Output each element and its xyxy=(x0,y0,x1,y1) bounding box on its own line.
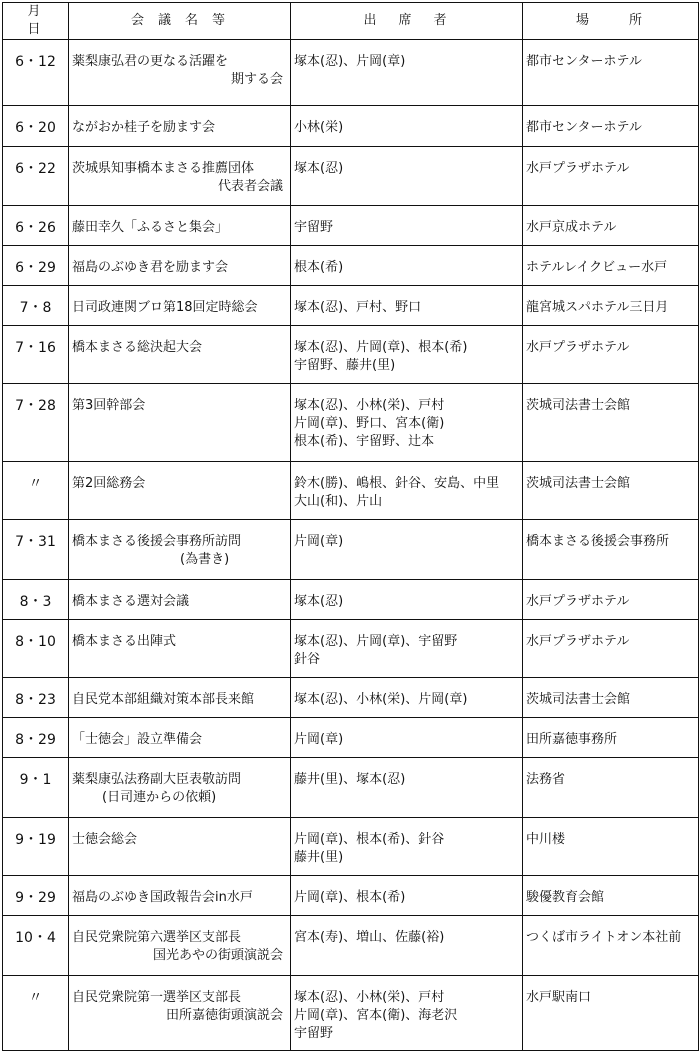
meeting-name-line: 「士徳会」設立準備会 xyxy=(72,732,203,747)
date-cell: 6・20 xyxy=(3,106,69,147)
attendees-line: 宇留野 xyxy=(294,220,334,235)
meeting-name-line: 橋本まさる総決起大会 xyxy=(72,340,203,355)
date-cell: 8・29 xyxy=(3,718,69,758)
meeting-cell xyxy=(69,40,291,106)
place-cell: 橋本まさる後援会事務所 xyxy=(523,520,699,580)
attendees-line: 宇留野、藤井(里) xyxy=(294,358,396,373)
attendees-cell xyxy=(291,106,523,147)
place-cell: 法務省 xyxy=(523,758,699,818)
attendees-cell xyxy=(291,718,523,758)
place-cell: 田所嘉徳事務所 xyxy=(523,718,699,758)
table-row xyxy=(3,462,699,520)
table-row xyxy=(3,876,699,916)
place-cell: 水戸プラザホテル xyxy=(523,326,699,384)
attendees-cell xyxy=(291,916,523,976)
attendees-line: 宇留野 xyxy=(294,1026,334,1041)
meeting-name-line: 自民党衆院第六選挙区支部長 xyxy=(72,930,242,945)
table-row xyxy=(3,678,699,718)
place-cell: 中川楼 xyxy=(523,818,699,876)
place-cell: 茨城司法書士会館 xyxy=(523,384,699,462)
attendees-line: 塚本(忍)、小林(栄)、戸村 xyxy=(294,990,445,1005)
date-cell: 10・4 xyxy=(3,916,69,976)
meeting-cell xyxy=(69,818,291,876)
place-cell: 都市センターホテル xyxy=(523,40,699,106)
meeting-name-line: 日司政連関ブロ第18回定時総会 xyxy=(72,300,258,315)
meeting-cell xyxy=(69,384,291,462)
meeting-cell xyxy=(69,106,291,147)
meeting-cell xyxy=(69,678,291,718)
attendees-line: 塚本(忍) xyxy=(294,594,344,609)
meeting-cell xyxy=(69,758,291,818)
date-cell: 7・31 xyxy=(3,520,69,580)
attendees-cell xyxy=(291,580,523,620)
date-cell: 6・22 xyxy=(3,147,69,206)
attendees-cell xyxy=(291,678,523,718)
column-header-place: 場所 xyxy=(523,3,699,40)
attendees-cell xyxy=(291,620,523,678)
meeting-name-line: 薬梨康弘君の更なる活躍を xyxy=(72,54,229,69)
attendees-line: 塚本(忍) xyxy=(294,161,344,176)
meeting-cell xyxy=(69,520,291,580)
attendees-line: 塚本(忍)、片岡(章)、宇留野 xyxy=(294,634,458,649)
attendees-line: 片岡(章)、野口、宮本(衛) xyxy=(294,416,445,431)
table-body xyxy=(3,40,699,1051)
table-row xyxy=(3,620,699,678)
meeting-name-line: 茨城県知事橋本まさる推薦団体 xyxy=(72,161,255,176)
place-cell: 都市センターホテル xyxy=(523,106,699,147)
meeting-cell xyxy=(69,916,291,976)
attendees-line: 根本(希) xyxy=(294,260,344,275)
attendees-cell xyxy=(291,876,523,916)
table-row xyxy=(3,326,699,384)
place-cell: 茨城司法書士会館 xyxy=(523,462,699,520)
place-cell: 水戸プラザホテル xyxy=(523,147,699,206)
attendees-line: 片岡(章)、根本(希)、針谷 xyxy=(294,832,445,847)
attendees-line: 宮本(寿)、増山、佐藤(裕) xyxy=(294,930,445,945)
attendees-line: 小林(栄) xyxy=(294,120,344,135)
place-cell: 茨城司法書士会館 xyxy=(523,678,699,718)
place-cell: 駿優教育会館 xyxy=(523,876,699,916)
meeting-name-line: (日司連からの依頼) xyxy=(102,790,217,805)
attendees-line: 藤井(里)、塚本(忍) xyxy=(294,772,406,787)
place-cell: 水戸プラザホテル xyxy=(523,580,699,620)
place-cell: 水戸京成ホテル xyxy=(523,206,699,246)
meeting-cell xyxy=(69,326,291,384)
attendees-line: 針谷 xyxy=(294,652,321,667)
table-row xyxy=(3,520,699,580)
meeting-cell xyxy=(69,147,291,206)
attendees-line: 大山(和)、片山 xyxy=(294,494,383,509)
date-cell: 7・28 xyxy=(3,384,69,462)
attendees-cell xyxy=(291,462,523,520)
attendees-line: 塚本(忍)、戸村、野口 xyxy=(294,300,422,315)
date-cell: 9・1 xyxy=(3,758,69,818)
meeting-name-line: 期する会 xyxy=(230,72,283,87)
attendees-cell xyxy=(291,40,523,106)
attendees-cell xyxy=(291,818,523,876)
meeting-name-line: 国光あやの街頭演説会 xyxy=(152,948,283,963)
table-row xyxy=(3,206,699,246)
meeting-cell xyxy=(69,620,291,678)
meeting-name-line: 自民党衆院第一選挙区支部長 xyxy=(72,990,242,1005)
table-row xyxy=(3,246,699,286)
meeting-name-line: ながおか桂子を励ます会 xyxy=(72,120,216,135)
date-cell: 6・29 xyxy=(3,246,69,286)
table-row xyxy=(3,718,699,758)
meeting-name-line: 薬梨康弘法務副大臣表敬訪問 xyxy=(72,772,242,787)
date-cell: 9・29 xyxy=(3,876,69,916)
attendees-line: 片岡(章)、根本(希) xyxy=(294,890,406,905)
meeting-name-line: 福島のぶゆき国政報告会in水戸 xyxy=(72,890,253,905)
attendees-cell xyxy=(291,384,523,462)
table-row xyxy=(3,147,699,206)
table-row xyxy=(3,384,699,462)
attendees-line: 片岡(章) xyxy=(294,732,344,747)
attendees-line: 塚本(忍)、小林(栄)、片岡(章) xyxy=(294,692,468,707)
attendees-cell xyxy=(291,206,523,246)
record-sheet xyxy=(2,2,698,1041)
date-cell: 8・10 xyxy=(3,620,69,678)
meeting-name-line: (為書き) xyxy=(180,552,230,567)
table-row xyxy=(3,106,699,147)
place-cell: 龍宮城スパホテル三日月 xyxy=(523,286,699,326)
meeting-cell xyxy=(69,206,291,246)
attendees-cell xyxy=(291,147,523,206)
date-cell: 〃 xyxy=(3,462,69,520)
meeting-cell xyxy=(69,462,291,520)
table-row xyxy=(3,286,699,326)
attendees-cell xyxy=(291,520,523,580)
meeting-name-line: 代表者会議 xyxy=(217,179,283,194)
attendees-line: 片岡(章)、宮本(衛)、海老沢 xyxy=(294,1008,458,1023)
meeting-name-line: 第3回幹部会 xyxy=(72,398,146,413)
attendees-cell xyxy=(291,246,523,286)
meeting-name-line: 橋本まさる選対会議 xyxy=(72,594,190,609)
attendees-line: 塚本(忍)、片岡(章) xyxy=(294,54,406,69)
attendees-line: 塚本(忍)、片岡(章)、根本(希) xyxy=(294,340,468,355)
meeting-cell xyxy=(69,246,291,286)
meeting-name-line: 第2回総務会 xyxy=(72,476,146,491)
meeting-cell xyxy=(69,286,291,326)
attendees-line: 鈴木(勝)、嶋根、針谷、安島、中里 xyxy=(294,476,500,491)
date-cell: 9・19 xyxy=(3,818,69,876)
date-cell: 8・3 xyxy=(3,580,69,620)
date-cell: 7・16 xyxy=(3,326,69,384)
activity-table xyxy=(2,2,699,1051)
attendees-line: 根本(希)、宇留野、辻本 xyxy=(294,434,435,449)
meeting-name-line: 藤田幸久「ふるさと集会」 xyxy=(72,220,229,235)
attendees-line: 藤井(里) xyxy=(294,850,344,865)
column-header-attendees: 出席者 xyxy=(291,3,523,40)
table-row xyxy=(3,916,699,976)
table-row xyxy=(3,976,699,1051)
place-cell: 水戸駅南口 xyxy=(523,976,699,1051)
meeting-name-line: 橋本まさる出陣式 xyxy=(72,634,177,649)
meeting-cell xyxy=(69,718,291,758)
attendees-cell xyxy=(291,976,523,1051)
table-row xyxy=(3,818,699,876)
meeting-name-line: 自民党本部組織対策本部長来館 xyxy=(72,692,255,707)
date-cell: 7・8 xyxy=(3,286,69,326)
table-row xyxy=(3,40,699,106)
place-cell: つくば市ライトオン本社前 xyxy=(523,916,699,976)
place-cell: ホテルレイクビュー水戸 xyxy=(523,246,699,286)
meeting-cell xyxy=(69,876,291,916)
column-header-meeting: 会議名等 xyxy=(69,3,291,40)
attendees-line: 塚本(忍)、小林(栄)、戸村 xyxy=(294,398,445,413)
meeting-cell xyxy=(69,976,291,1051)
date-cell: 〃 xyxy=(3,976,69,1051)
meeting-name-line: 橋本まさる後援会事務所訪問 xyxy=(72,534,242,549)
meeting-name-line: 田所嘉徳街頭演説会 xyxy=(165,1008,283,1023)
column-header-date: 月日 xyxy=(3,3,69,40)
meeting-name-line: 福島のぶゆき君を励ます会 xyxy=(72,260,229,275)
attendees-cell xyxy=(291,758,523,818)
table-row xyxy=(3,580,699,620)
meeting-cell xyxy=(69,580,291,620)
header-row xyxy=(3,3,699,40)
date-cell: 8・23 xyxy=(3,678,69,718)
meeting-name-line: 士徳会総会 xyxy=(72,832,138,847)
date-cell: 6・26 xyxy=(3,206,69,246)
attendees-line: 片岡(章) xyxy=(294,534,344,549)
date-cell: 6・12 xyxy=(3,40,69,106)
attendees-cell xyxy=(291,286,523,326)
place-cell: 水戸プラザホテル xyxy=(523,620,699,678)
attendees-cell xyxy=(291,326,523,384)
table-row xyxy=(3,758,699,818)
